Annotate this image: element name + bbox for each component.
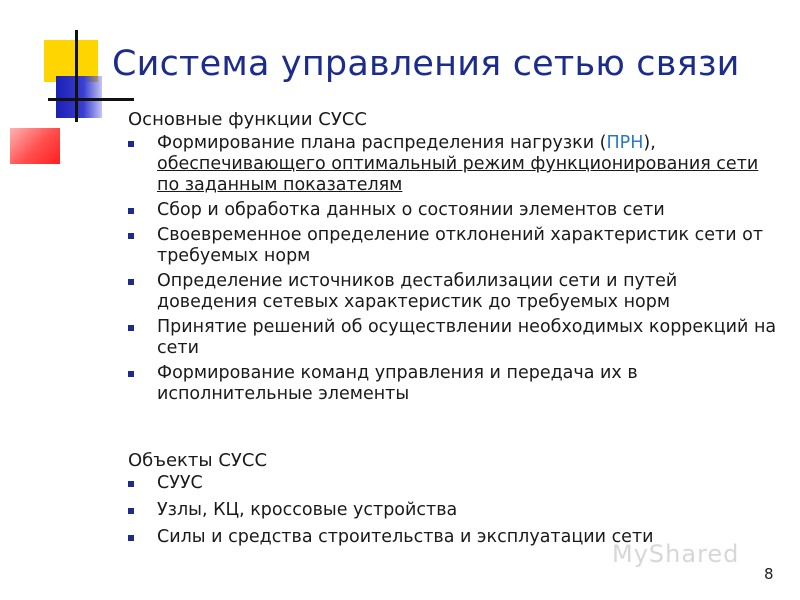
prn-abbreviation: ПРН [606, 133, 644, 153]
bullet-icon [128, 371, 134, 377]
section-title-functions: Основные функции СУСС [128, 109, 367, 130]
page-number: 8 [764, 565, 774, 583]
list-item [128, 473, 778, 494]
list-item [128, 363, 778, 405]
list-item-text: СУУС [157, 473, 203, 493]
bullet-icon [128, 481, 134, 487]
watermark-logo: MyShared [612, 540, 740, 568]
list-item-text: Узлы, КЦ, кроссовые устройства [157, 500, 458, 520]
list-item [128, 133, 778, 196]
decor-horizontal-line [48, 98, 134, 101]
list-item [128, 500, 778, 521]
underlined-text: обеспечивающего оптимальный режим функционирования сети по заданным показателям [157, 154, 759, 195]
list-item-text: Своевременное определение отклонений характеристик сети от требуемых норм [157, 225, 764, 266]
bullet-icon [128, 141, 134, 147]
bullet-icon [128, 279, 134, 285]
list-item-text: Принятие решений об осуществлении необходимых коррекций на сети [157, 317, 777, 358]
list-item [128, 271, 778, 313]
list-item [128, 225, 778, 267]
bullet-icon [128, 325, 134, 331]
list-item-text: Определение источников дестабилизации сети и путей доведения сетевых характеристик до требуемых норм [157, 271, 678, 312]
decor-blue-square [56, 76, 102, 118]
list-item [128, 200, 778, 221]
list-item-text: Формирование команд управления и передача их в исполнительные элементы [157, 363, 638, 404]
functions-list [128, 133, 778, 409]
section-title-objects: Объекты СУСС [128, 450, 268, 471]
list-item-text: Сбор и обработка данных о состоянии элементов сети [157, 200, 665, 220]
decor-vertical-line [75, 30, 78, 122]
bullet-icon [128, 535, 134, 541]
decor-red-square [10, 128, 60, 164]
bullet-icon [128, 233, 134, 239]
bullet-icon [128, 208, 134, 214]
list-item-text: Формирование плана распределения нагрузки (ПРН), обеспечивающего оптимальный режим функционирования сети по заданным показателям [157, 133, 759, 195]
list-item-text: Силы и средства строительства и эксплуатации сети [157, 527, 654, 547]
bullet-icon [128, 508, 134, 514]
list-item [128, 317, 778, 359]
slide-title: Система управления сетью связи [112, 44, 740, 84]
